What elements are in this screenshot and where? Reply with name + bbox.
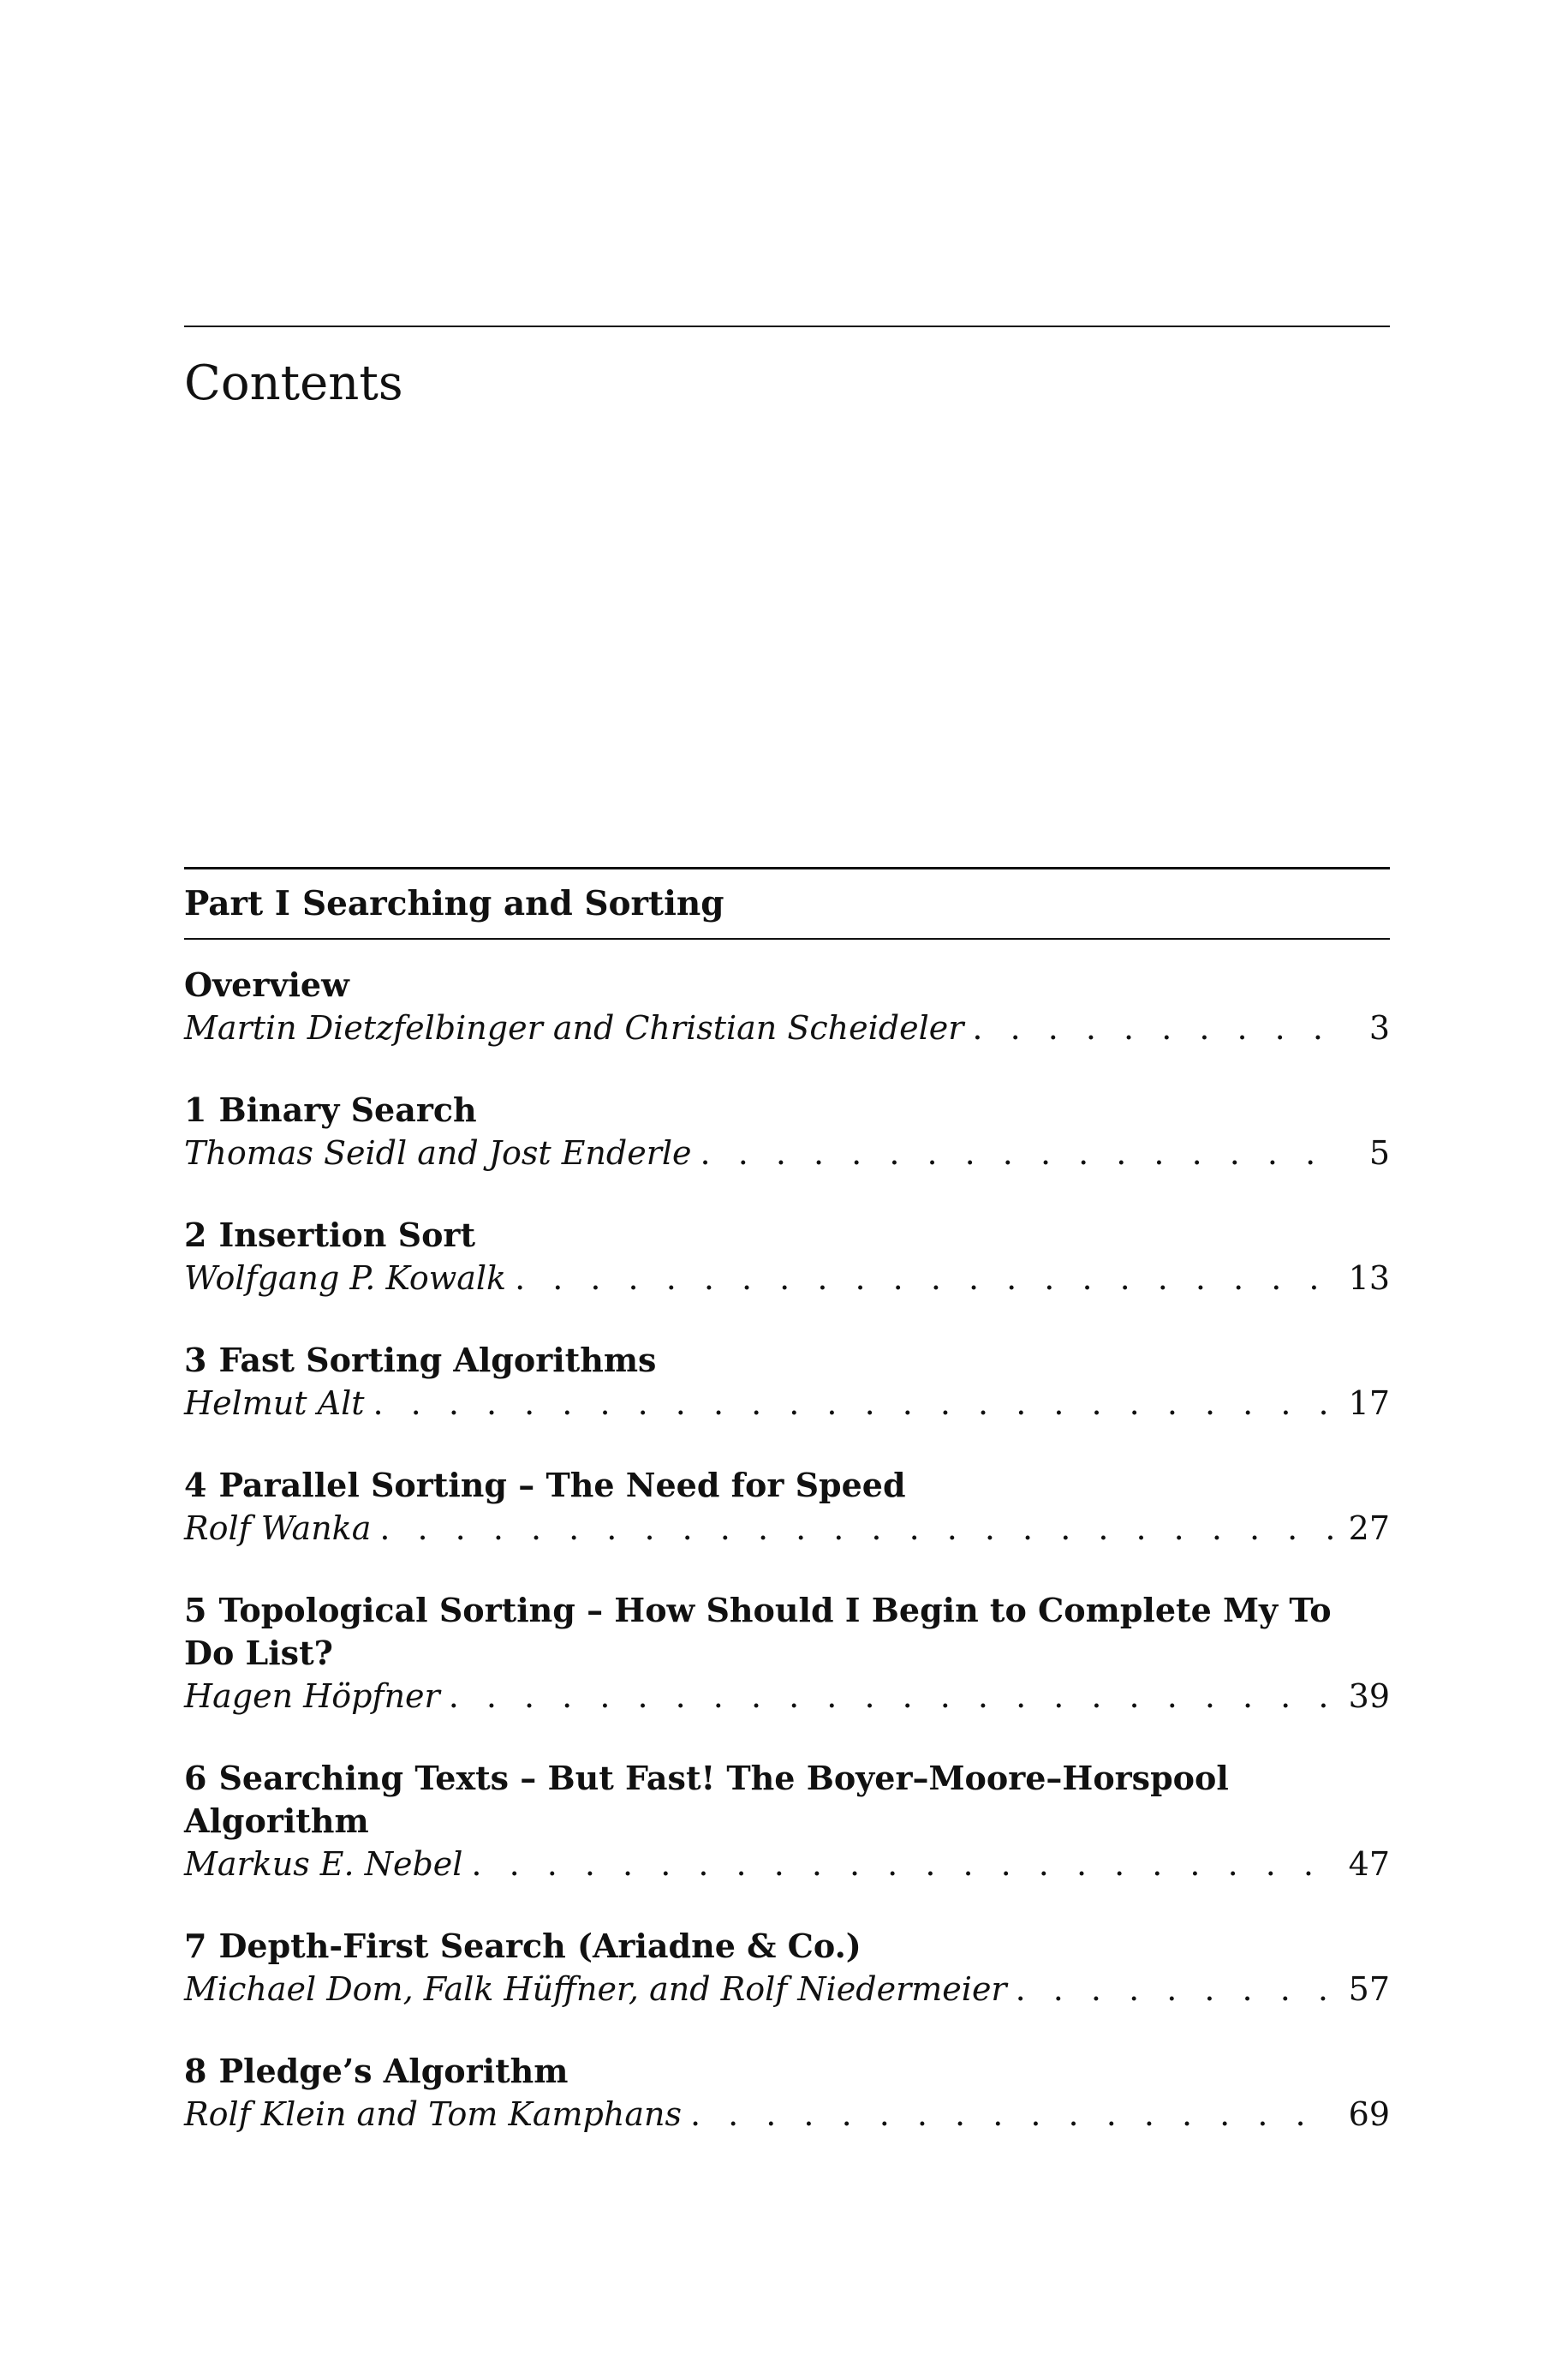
entry-title: 4 Parallel Sorting – The Need for Speed: [184, 1466, 906, 1504]
chapter-number: 3: [184, 1341, 207, 1379]
entry-page-number: 17: [1348, 1384, 1390, 1422]
entry-line: [184, 1843, 1390, 1885]
entry-page-number: 3: [1368, 1009, 1390, 1047]
part-title: Searching and Sorting: [301, 884, 724, 923]
toc-entry-1[interactable]: [184, 1089, 1390, 1174]
dot-leader: [690, 2093, 1333, 2136]
dot-leader: [373, 1382, 1333, 1425]
part-heading: [184, 869, 1390, 938]
dot-leader: [972, 1007, 1333, 1049]
chapter-number: 5: [184, 1591, 207, 1629]
dot-leader: [515, 1257, 1333, 1300]
dot-leader: [379, 1507, 1333, 1550]
entry-page-number: 13: [1348, 1259, 1390, 1297]
entry-line: [184, 1257, 1390, 1300]
chapter-number: 8: [184, 2052, 207, 2090]
entry-line: [184, 1382, 1390, 1425]
chapter-number: 1: [184, 1090, 207, 1129]
entry-authors: Rolf Wanka: [184, 1509, 372, 1547]
entry-line: [184, 1007, 1390, 1049]
part-header: [184, 867, 1390, 940]
dot-leader: [471, 1843, 1333, 1885]
entry-authors: Martin Dietzfelbinger and Christian Scheideler: [184, 1009, 964, 1047]
entry-title: 6 Searching Texts – But Fast! The Boyer–Moore–Horspool Algorithm: [184, 1759, 1229, 1840]
toc-entry-4[interactable]: [184, 1464, 1390, 1550]
entry-title: 2 Insertion Sort: [184, 1216, 475, 1254]
entry-title: 8 Pledge’s Algorithm: [184, 2052, 569, 2090]
dot-leader: [701, 1132, 1333, 1174]
top-rule: [184, 326, 1390, 327]
toc-entry-2[interactable]: [184, 1214, 1390, 1300]
book-page: [184, 0, 1390, 2378]
toc-entry-8[interactable]: [184, 2050, 1390, 2136]
toc-list: [184, 964, 1390, 2175]
entry-title: Overview: [184, 965, 349, 1004]
entry-line: [184, 1968, 1390, 2011]
entry-authors: Wolfgang P. Kowalk: [184, 1259, 507, 1297]
toc-entry-3[interactable]: [184, 1339, 1390, 1425]
entry-authors: Michael Dom, Falk Hüffner, and Rolf Niedermeier: [184, 1970, 1007, 2008]
entry-authors: Hagen Höpfner: [184, 1677, 440, 1715]
entry-authors: Thomas Seidl and Jost Enderle: [184, 1134, 692, 1172]
entry-authors: Helmut Alt: [184, 1384, 365, 1422]
chapter-number: 7: [184, 1927, 207, 1965]
entry-line: [184, 1132, 1390, 1174]
entry-page-number: 57: [1348, 1970, 1390, 2008]
entry-title: 5 Topological Sorting – How Should I Begin to Complete My To Do List?: [184, 1591, 1332, 1672]
toc-entry-5[interactable]: [184, 1589, 1390, 1718]
toc-entry-7[interactable]: [184, 1925, 1390, 2011]
entry-title: 7 Depth-First Search (Ariadne & Co.): [184, 1927, 862, 1965]
entry-line: [184, 1675, 1390, 1718]
part-rule-bottom: [184, 938, 1390, 940]
entry-title: 3 Fast Sorting Algorithms: [184, 1341, 657, 1379]
entry-page-number: 69: [1348, 2095, 1390, 2133]
entry-page-number: 39: [1348, 1677, 1390, 1715]
entry-authors: Rolf Klein and Tom Kamphans: [184, 2095, 682, 2133]
dot-leader: [449, 1675, 1333, 1718]
part-label: Part I: [184, 884, 290, 923]
entry-page-number: 5: [1368, 1134, 1390, 1172]
entry-line: [184, 2093, 1390, 2136]
chapter-number: 6: [184, 1759, 207, 1797]
entry-page-number: 27: [1348, 1509, 1390, 1547]
dot-leader: [1016, 1968, 1333, 2011]
toc-entry-6[interactable]: [184, 1757, 1390, 1885]
entry-line: [184, 1507, 1390, 1550]
page-title: Contents: [184, 356, 403, 411]
toc-entry-overview[interactable]: [184, 964, 1390, 1049]
entry-authors: Markus E. Nebel: [184, 1845, 463, 1883]
entry-page-number: 47: [1348, 1845, 1390, 1883]
entry-title: 1 Binary Search: [184, 1090, 477, 1129]
chapter-number: 4: [184, 1466, 207, 1504]
chapter-number: 2: [184, 1216, 207, 1254]
